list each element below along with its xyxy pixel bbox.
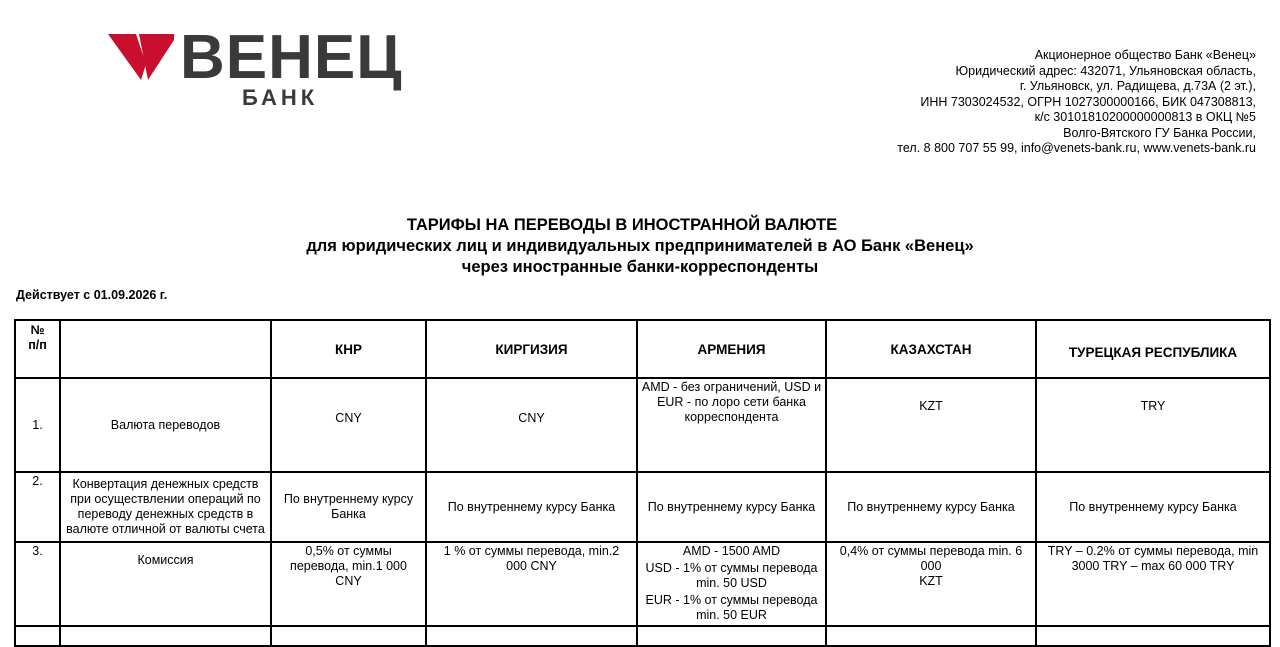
row-name: Валюта переводов <box>60 378 271 472</box>
table-cell: По внутреннему курсу Банка <box>1036 472 1270 542</box>
table-cell <box>426 626 637 646</box>
table-cell <box>15 626 60 646</box>
title-line-3: через иностранные банки-корреспонденты <box>461 258 819 276</box>
table-cell: По внутреннему курсу Банка <box>271 472 426 542</box>
requisites-contacts: тел. 8 800 707 55 99, info@venets-bank.ru, www.venets-bank.ru <box>897 141 1256 155</box>
header-country: КНР <box>271 320 426 378</box>
table-cell: AMD - 1500 AMD USD - 1% от суммы перевода min. 50 USD EUR - 1% от суммы перевода min. 50 EUR <box>637 542 826 626</box>
table-cell <box>60 626 271 646</box>
requisites-line: г. Ульяновск, ул. Радищева, д.73А (2 эт.), <box>1019 79 1256 93</box>
table-cell: KZT <box>826 378 1036 472</box>
table-cell: 0,5% от суммы перевода, min.1 000 CNY <box>271 542 426 626</box>
logo-subtitle: БАНК <box>242 85 319 110</box>
requisites-line: Юридический адрес: 432071, Ульяновская область, <box>955 63 1256 78</box>
table-cell: По внутреннему курсу Банка <box>826 472 1036 542</box>
table-row-partial <box>15 626 1270 646</box>
header-country: ТУРЕЦКАЯ РЕСПУБЛИКА <box>1036 320 1270 378</box>
table-header-row <box>15 320 1270 378</box>
row-name: Конвертация денежных средств при осуществлении операций по переводу денежных средств в валюте отличной от валюты счета <box>60 472 271 542</box>
row-number: 3. <box>15 542 60 626</box>
logo-v-mark-icon <box>108 34 174 80</box>
table-cell <box>637 626 826 646</box>
document-title <box>0 215 1280 278</box>
table-cell: По внутреннему курсу Банка <box>637 472 826 542</box>
table-cell <box>1036 626 1270 646</box>
header-country: КАЗАХСТАН <box>826 320 1036 378</box>
requisites-line: Акционерное общество Банк «Венец» <box>1034 48 1256 62</box>
logo-name: ВЕНЕЦ <box>180 23 403 92</box>
requisites-line: Волго-Вятского ГУ Банка России, <box>1063 125 1256 140</box>
table-row <box>15 542 1270 626</box>
title-line-1: ТАРИФЫ НА ПЕРЕВОДЫ В ИНОСТРАННОЙ ВАЛЮТЕ <box>406 216 838 234</box>
table-cell: 0,4% от суммы перевода min. 6 000 KZT <box>826 542 1036 626</box>
header-num: № п/п <box>15 320 60 378</box>
table-cell: TRY – 0.2% от суммы перевода, min 3000 TRY – max 60 000 TRY <box>1036 542 1270 626</box>
header-country: АРМЕНИЯ <box>637 320 826 378</box>
requisites-line: к/с 30101810200000000813 в ОКЦ №5 <box>1034 110 1256 124</box>
bank-logo <box>108 23 403 115</box>
table-cell: CNY <box>426 378 637 472</box>
table-cell <box>826 626 1036 646</box>
row-number: 2. <box>15 472 60 542</box>
table-cell: AMD - без ограничений, USD и EUR - по лоро сети банка корреспондента <box>637 378 826 472</box>
table-cell: TRY <box>1036 378 1270 472</box>
table-cell <box>271 626 426 646</box>
row-number: 1. <box>15 378 60 472</box>
header-country: КИРГИЗИЯ <box>426 320 637 378</box>
table-cell: CNY <box>271 378 426 472</box>
effective-date: Действует с 01.09.2026 г. <box>16 288 168 302</box>
table-cell: 1 % от суммы перевода, min.2 000 CNY <box>426 542 637 626</box>
row-name: Комиссия <box>60 542 271 626</box>
requisites-line: ИНН 7303024532, ОГРН 1027300000166, БИК 047308813, <box>920 94 1256 109</box>
table-row <box>15 472 1270 542</box>
header-name <box>60 320 271 378</box>
bank-requisites <box>897 48 1256 157</box>
title-line-2: для юридических лиц и индивидуальных предпринимателей в АО Банк «Венец» <box>306 237 974 255</box>
table-row <box>15 378 1270 472</box>
tariffs-table <box>14 319 1271 647</box>
table-cell: По внутреннему курсу Банка <box>426 472 637 542</box>
